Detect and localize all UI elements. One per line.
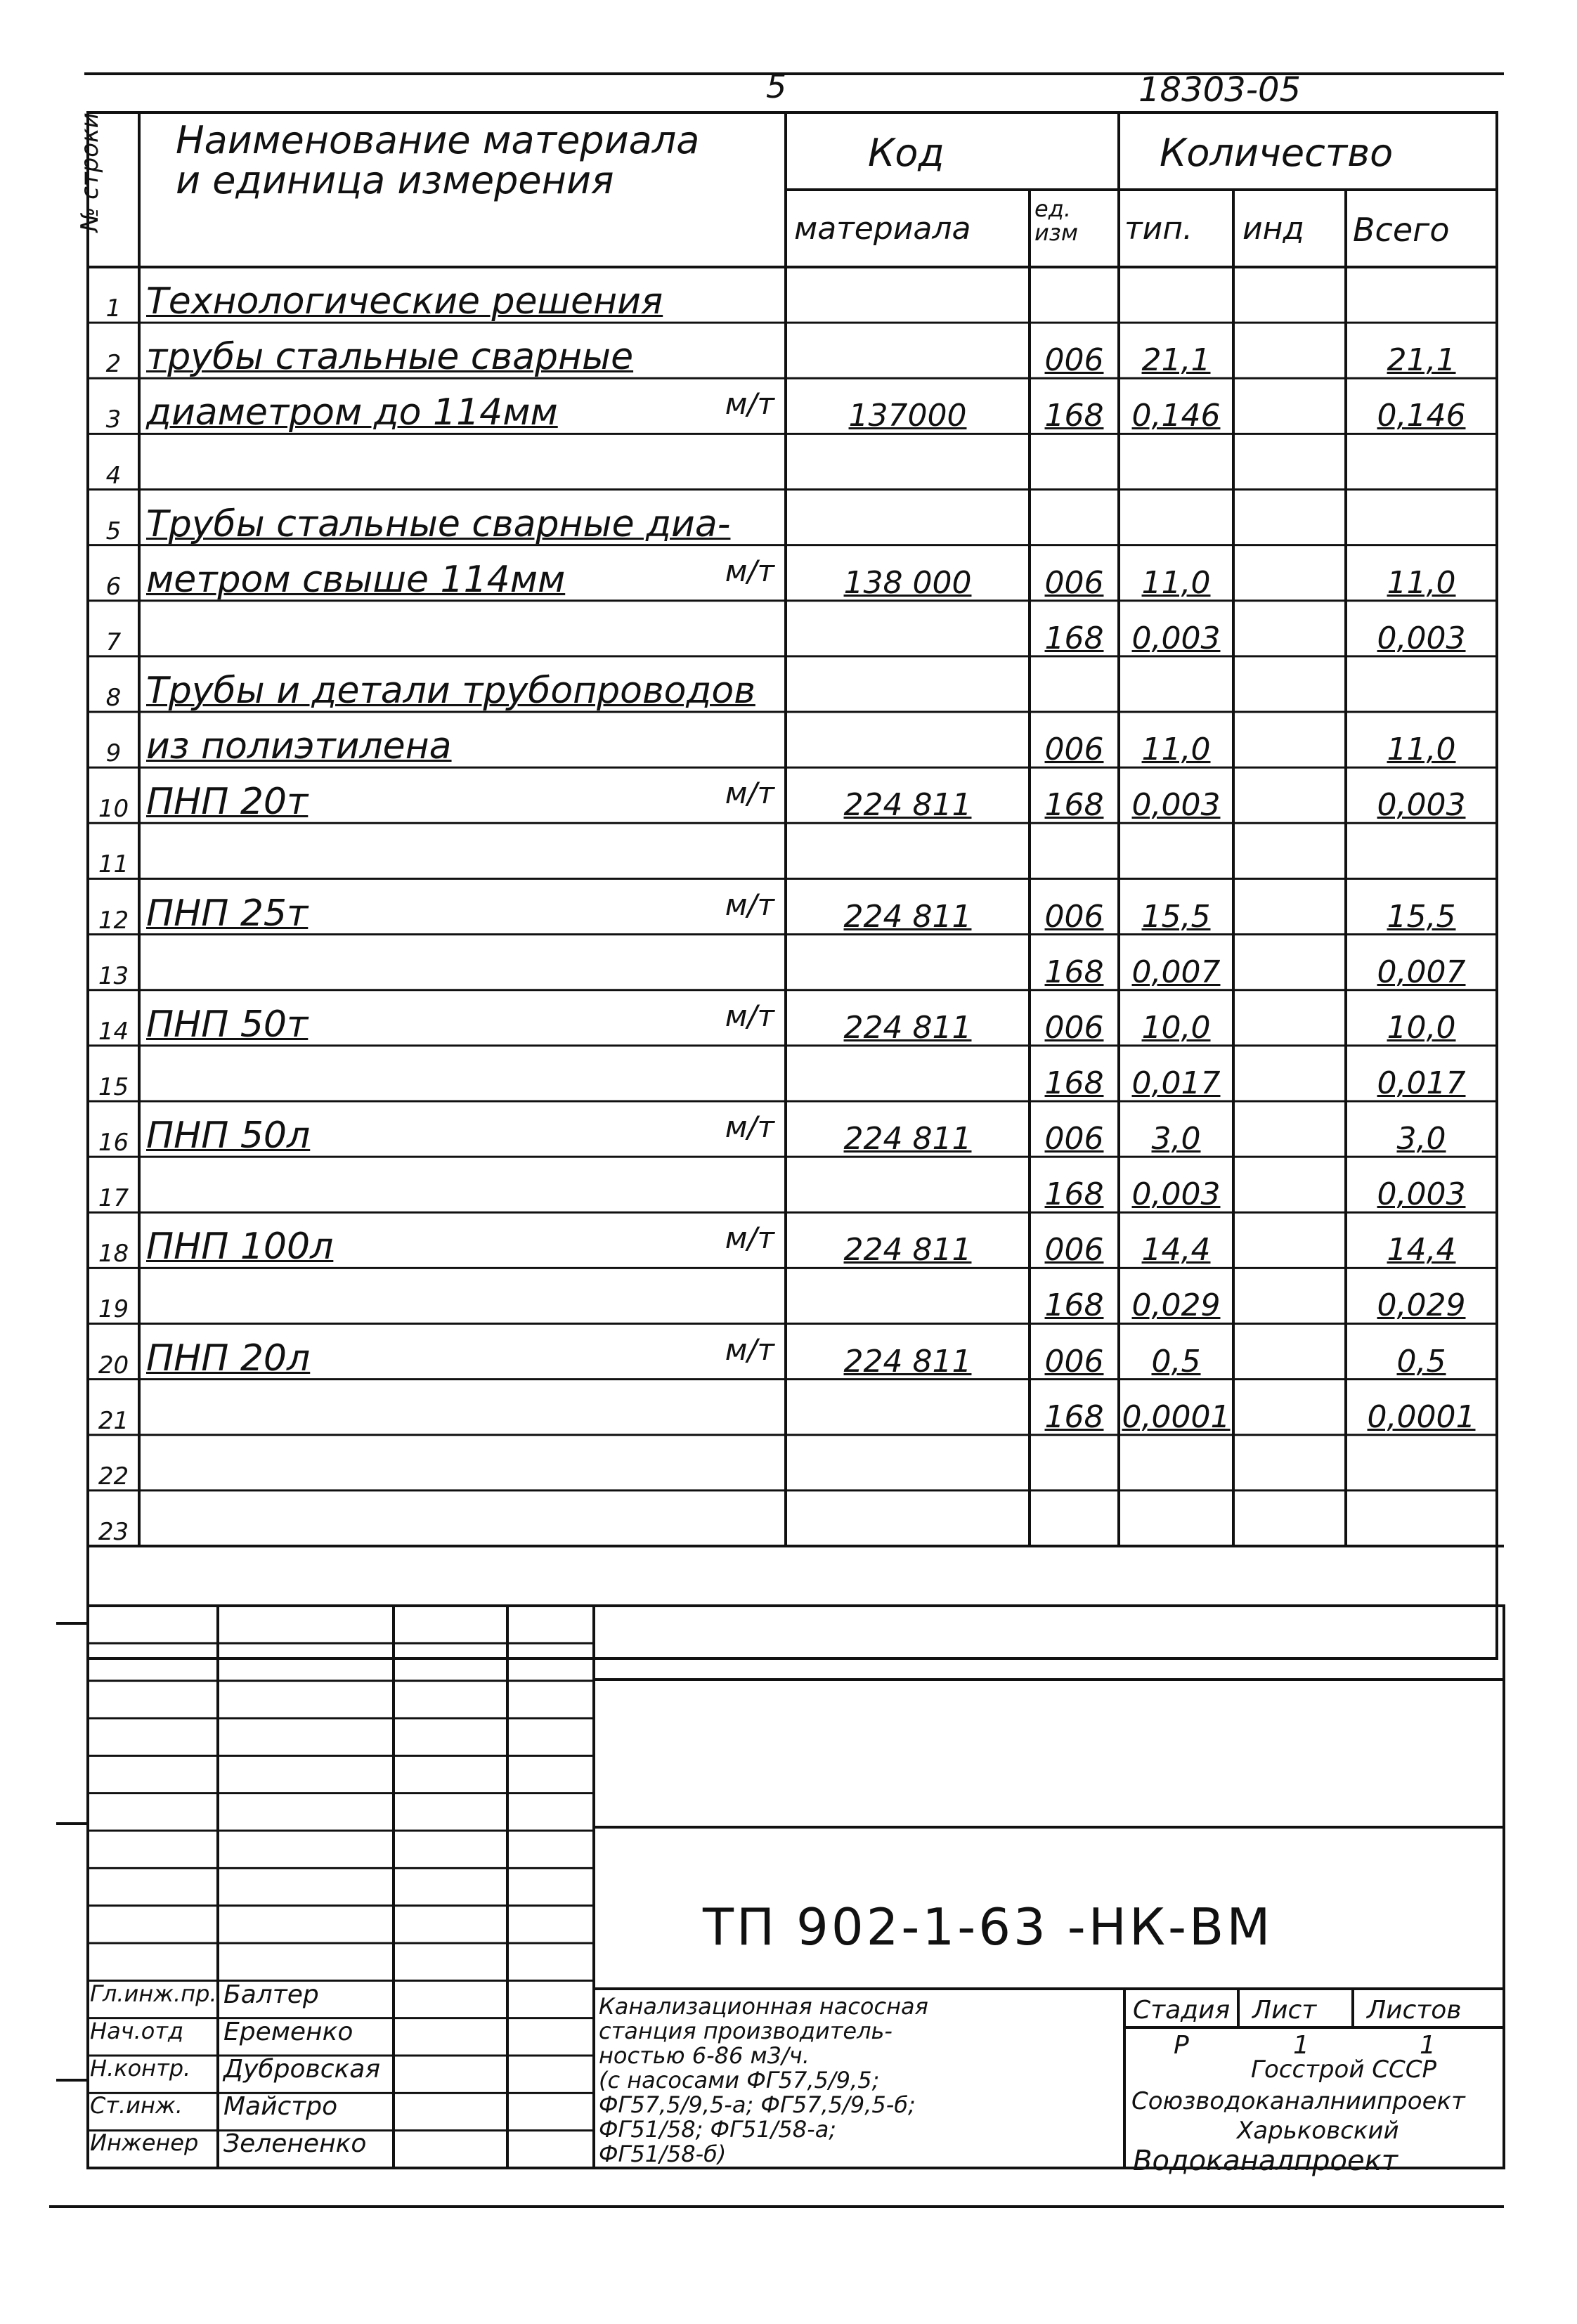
cell-name (139, 601, 680, 661)
cell-ind (1233, 1046, 1346, 1108)
cell-n: 17 (98, 1184, 129, 1213)
cell-total: 0,003 (1377, 787, 1466, 824)
cell-n: 15 (98, 1072, 129, 1101)
cell-unit: м/т (725, 887, 774, 922)
cell-unit: м/т (725, 776, 774, 811)
cell-total (1346, 434, 1497, 496)
cell-unit (675, 434, 780, 489)
cell-unit (675, 1268, 780, 1323)
cell-name (139, 1046, 680, 1105)
cell-typ (1119, 823, 1233, 885)
signature-role: Ст.инж. (90, 2092, 183, 2119)
col-material-header: материала (794, 211, 971, 247)
cell-typ: 3,0 (1151, 1121, 1201, 1157)
cell-total (1346, 1435, 1497, 1498)
cell-total: 15,5 (1387, 898, 1456, 935)
cell-total: 11,0 (1387, 564, 1456, 601)
cell-code: 137000 (848, 398, 967, 434)
cell-code: 224 811 (843, 787, 972, 824)
cell-unit: м/т (725, 1110, 774, 1145)
cell-name: ПНП 50т (146, 1003, 309, 1046)
signature-name: Майстро (223, 2092, 338, 2121)
cell-unit (675, 1157, 780, 1212)
cell-total: 11,0 (1387, 732, 1456, 768)
cell-name (139, 1435, 680, 1495)
cell-ed: 006 (1044, 564, 1104, 601)
cell-name (139, 935, 680, 994)
cell-name (139, 823, 680, 883)
cell-unit: м/т (725, 1332, 774, 1367)
cell-total (1346, 490, 1497, 552)
cell-unit (675, 1435, 780, 1491)
cell-total: 0,003 (1377, 1176, 1466, 1213)
cell-ind (1233, 1101, 1346, 1164)
cell-ind (1233, 935, 1346, 997)
cell-total: 0,003 (1377, 620, 1466, 656)
sheet-label: Лист (1252, 1996, 1317, 2025)
cell-typ: 14,4 (1141, 1232, 1211, 1268)
cell-n: 8 (105, 684, 122, 713)
cell-n: 23 (98, 1517, 129, 1546)
cell-typ: 15,5 (1141, 898, 1211, 935)
cell-ed: 168 (1044, 1065, 1104, 1101)
cell-ed (1030, 490, 1119, 552)
cell-typ: 0,003 (1131, 787, 1221, 824)
cell-n: 1 (105, 294, 122, 323)
cell-name (139, 1491, 680, 1550)
cell-total: 0,5 (1396, 1343, 1446, 1380)
cell-code: 224 811 (843, 1232, 972, 1268)
cell-n: 14 (98, 1017, 129, 1046)
cell-typ: 0,0001 (1122, 1398, 1231, 1435)
signature-name: Балтер (223, 1980, 319, 2009)
cell-name: Трубы стальные сварные диа- (146, 502, 731, 545)
cell-ed (1030, 267, 1119, 330)
cell-ind (1233, 990, 1346, 1053)
cell-n: 4 (105, 461, 122, 490)
signature-role: Гл.инж.пр. (90, 1980, 217, 2007)
cell-n: 16 (98, 1129, 129, 1157)
drawing-title-line: ФГ51/58; ФГ51/58-а; (599, 2116, 837, 2143)
cell-n: 11 (98, 850, 129, 879)
cell-ed: 006 (1044, 1232, 1104, 1268)
cell-total: 0,007 (1377, 954, 1466, 990)
cell-unit (675, 1046, 780, 1101)
cell-ed: 006 (1044, 1121, 1104, 1157)
cell-code (786, 601, 1030, 663)
cell-ind (1233, 878, 1346, 941)
col-total-header: Всего (1353, 211, 1450, 249)
cell-ind (1233, 378, 1346, 441)
col-name-header-line2: и единица измерения (176, 158, 614, 202)
organization-line: Союзводоканалниипроект (1131, 2087, 1465, 2115)
cell-unit (675, 490, 780, 545)
cell-ind (1233, 545, 1346, 608)
cell-ind (1233, 1380, 1346, 1442)
col-unit-header: ед. изм (1034, 195, 1078, 246)
cell-ed (1030, 656, 1119, 719)
cell-ed: 168 (1044, 954, 1104, 990)
cell-typ: 0,007 (1131, 954, 1221, 990)
cell-unit: м/т (725, 553, 774, 588)
cell-code (786, 1435, 1030, 1498)
cell-ind (1233, 490, 1346, 552)
signature-role: Инженер (90, 2129, 199, 2156)
document-designation: ТП 902-1-63 -НК-ВМ (703, 1897, 1273, 1956)
cell-code (786, 656, 1030, 719)
cell-ed: 006 (1044, 898, 1104, 935)
cell-ed: 006 (1044, 732, 1104, 768)
cell-ind (1233, 823, 1346, 885)
cell-unit (675, 712, 780, 767)
cell-n: 19 (98, 1295, 129, 1324)
signature-name: Зелененко (223, 2129, 367, 2158)
organization-line: Харьковский (1237, 2117, 1399, 2145)
document-code: 18303-05 (1138, 70, 1302, 110)
cell-code: 224 811 (843, 898, 972, 935)
cell-code (786, 1046, 1030, 1108)
cell-name (139, 1268, 680, 1327)
cell-ed (1030, 1491, 1119, 1553)
cell-ed: 006 (1044, 1343, 1104, 1380)
cell-typ: 0,029 (1131, 1287, 1221, 1324)
cell-n: 2 (105, 350, 122, 379)
cell-ind (1233, 601, 1346, 663)
sheets-label: Листов (1367, 1996, 1462, 2025)
cell-n: 20 (98, 1351, 129, 1380)
drawing-title-line: ФГ57,5/9,5-а; ФГ57,5/9,5-б; (599, 2091, 916, 2118)
col-ind-header: инд (1242, 211, 1304, 247)
cell-ed: 168 (1044, 1287, 1104, 1324)
cell-ed (1030, 434, 1119, 496)
stage-label: Стадия (1133, 1996, 1231, 2025)
cell-name: Технологические решения (146, 280, 663, 323)
cell-ed (1030, 823, 1119, 885)
cell-code (786, 434, 1030, 496)
cell-n: 6 (105, 572, 122, 601)
cell-typ (1119, 1435, 1233, 1498)
cell-code: 224 811 (843, 1343, 972, 1380)
cell-code (786, 1380, 1030, 1442)
cell-typ: 0,003 (1131, 1176, 1221, 1213)
cell-typ: 10,0 (1141, 1009, 1211, 1046)
organization-line: Госстрой СССР (1251, 2056, 1436, 2084)
signature-name: Еременко (223, 2018, 353, 2046)
drawing-title-line: ФГ51/58-б) (599, 2141, 727, 2167)
cell-total: 0,029 (1377, 1287, 1466, 1324)
cell-n: 22 (98, 1462, 129, 1491)
cell-ind (1233, 1323, 1346, 1386)
cell-name: метром свыше 114мм (146, 558, 566, 601)
cell-unit: м/т (725, 998, 774, 1033)
cell-total: 0,0001 (1367, 1398, 1476, 1435)
signature-role: Нач.отд (90, 2018, 184, 2044)
cell-name: диаметром до 114мм (146, 391, 558, 434)
cell-total: 0,146 (1377, 398, 1466, 434)
cell-name: ПНП 100л (146, 1226, 334, 1268)
page-number: 5 (766, 67, 787, 105)
organization-line: Водоканалпроект (1133, 2145, 1398, 2177)
cell-total (1346, 823, 1497, 885)
cell-n: 12 (98, 906, 129, 935)
cell-unit (675, 935, 780, 990)
cell-code (786, 823, 1030, 885)
cell-typ (1119, 1491, 1233, 1553)
cell-name: ПНП 50л (146, 1115, 311, 1157)
cell-ind (1233, 712, 1346, 774)
cell-ind (1233, 323, 1346, 385)
cell-unit (675, 1491, 780, 1546)
cell-n: 7 (105, 628, 122, 656)
cell-ind (1233, 1157, 1346, 1219)
cell-total: 10,0 (1387, 1009, 1456, 1046)
cell-code (786, 935, 1030, 997)
cell-code (786, 1157, 1030, 1219)
cell-ind (1233, 1491, 1346, 1553)
cell-name: Трубы и детали трубопроводов (146, 670, 755, 713)
drawing-title-line: станция производитель- (599, 2018, 893, 2044)
cell-n: 5 (105, 517, 122, 545)
cell-ind (1233, 267, 1346, 330)
cell-n: 21 (98, 1406, 129, 1435)
cell-typ: 0,146 (1131, 398, 1221, 434)
cell-unit: м/т (725, 387, 774, 422)
cell-code (786, 323, 1030, 385)
cell-total: 3,0 (1396, 1121, 1446, 1157)
cell-unit (675, 1380, 780, 1435)
cell-ind (1233, 434, 1346, 496)
cell-typ: 11,0 (1141, 732, 1211, 768)
signature-role: Н.контр. (90, 2055, 191, 2082)
cell-typ (1119, 434, 1233, 496)
cell-code: 224 811 (843, 1121, 972, 1157)
cell-ed: 168 (1044, 1176, 1104, 1213)
cell-n: 18 (98, 1240, 129, 1268)
cell-code: 138 000 (843, 564, 972, 601)
cell-typ (1119, 490, 1233, 552)
cell-code (786, 267, 1030, 330)
cell-unit (675, 601, 780, 656)
cell-ind (1233, 1435, 1346, 1498)
cell-total: 14,4 (1387, 1232, 1456, 1268)
cell-name (139, 434, 680, 493)
cell-typ: 0,5 (1151, 1343, 1201, 1380)
cell-code (786, 1268, 1030, 1330)
signature-name: Дубровская (223, 2055, 380, 2084)
sheets-value: 1 (1420, 2031, 1436, 2060)
cell-total (1346, 1491, 1497, 1553)
cell-ed: 006 (1044, 342, 1104, 379)
cell-name: из полиэтилена (146, 725, 452, 768)
cell-ed: 168 (1044, 1398, 1104, 1435)
cell-n: 3 (105, 405, 122, 434)
col-line-number-header: № строки (76, 112, 104, 232)
cell-total (1346, 267, 1497, 330)
cell-code (786, 1491, 1030, 1553)
cell-unit (675, 323, 780, 378)
cell-name: трубы стальные сварные (146, 336, 634, 379)
cell-typ: 0,003 (1131, 620, 1221, 656)
cell-unit (675, 267, 780, 323)
cell-n: 9 (105, 739, 122, 768)
col-code-header: Код (868, 131, 945, 175)
drawing-title-line: (с насосами ФГ57,5/9,5; (599, 2067, 880, 2093)
cell-typ: 11,0 (1141, 564, 1211, 601)
cell-name (139, 1380, 680, 1439)
cell-n: 13 (98, 961, 129, 990)
cell-ed: 168 (1044, 398, 1104, 434)
cell-name: ПНП 25т (146, 892, 309, 935)
col-quantity-header: Количество (1160, 131, 1394, 175)
cell-ind (1233, 1212, 1346, 1275)
cell-total: 21,1 (1387, 342, 1456, 379)
sheet-value: 1 (1293, 2031, 1309, 2060)
cell-ind (1233, 656, 1346, 719)
cell-ed: 006 (1044, 1009, 1104, 1046)
cell-total: 0,017 (1377, 1065, 1466, 1101)
cell-ed: 168 (1044, 620, 1104, 656)
drawing-title-line: Канализационная насосная (599, 1993, 928, 2020)
cell-name: ПНП 20т (146, 781, 309, 824)
cell-total (1346, 656, 1497, 719)
cell-code (786, 490, 1030, 552)
cell-ed: 168 (1044, 787, 1104, 824)
cell-typ: 21,1 (1141, 342, 1211, 379)
cell-typ (1119, 267, 1233, 330)
cell-ed (1030, 1435, 1119, 1498)
cell-typ (1119, 656, 1233, 719)
cell-unit (675, 823, 780, 878)
cell-unit (675, 656, 780, 712)
col-typ-header: тип. (1124, 211, 1193, 247)
cell-name: ПНП 20л (146, 1337, 311, 1380)
cell-code (786, 712, 1030, 774)
col-name-header-line1: Наименование материала (176, 118, 700, 162)
cell-ind (1233, 767, 1346, 830)
cell-name (139, 1157, 680, 1216)
stage-value: Р (1174, 2031, 1189, 2060)
cell-n: 10 (98, 795, 129, 824)
cell-code: 224 811 (843, 1009, 972, 1046)
cell-typ: 0,017 (1131, 1065, 1221, 1101)
cell-unit: м/т (725, 1221, 774, 1256)
cell-ind (1233, 1268, 1346, 1330)
drawing-title-line: ностью 6-86 м3/ч. (599, 2042, 810, 2069)
